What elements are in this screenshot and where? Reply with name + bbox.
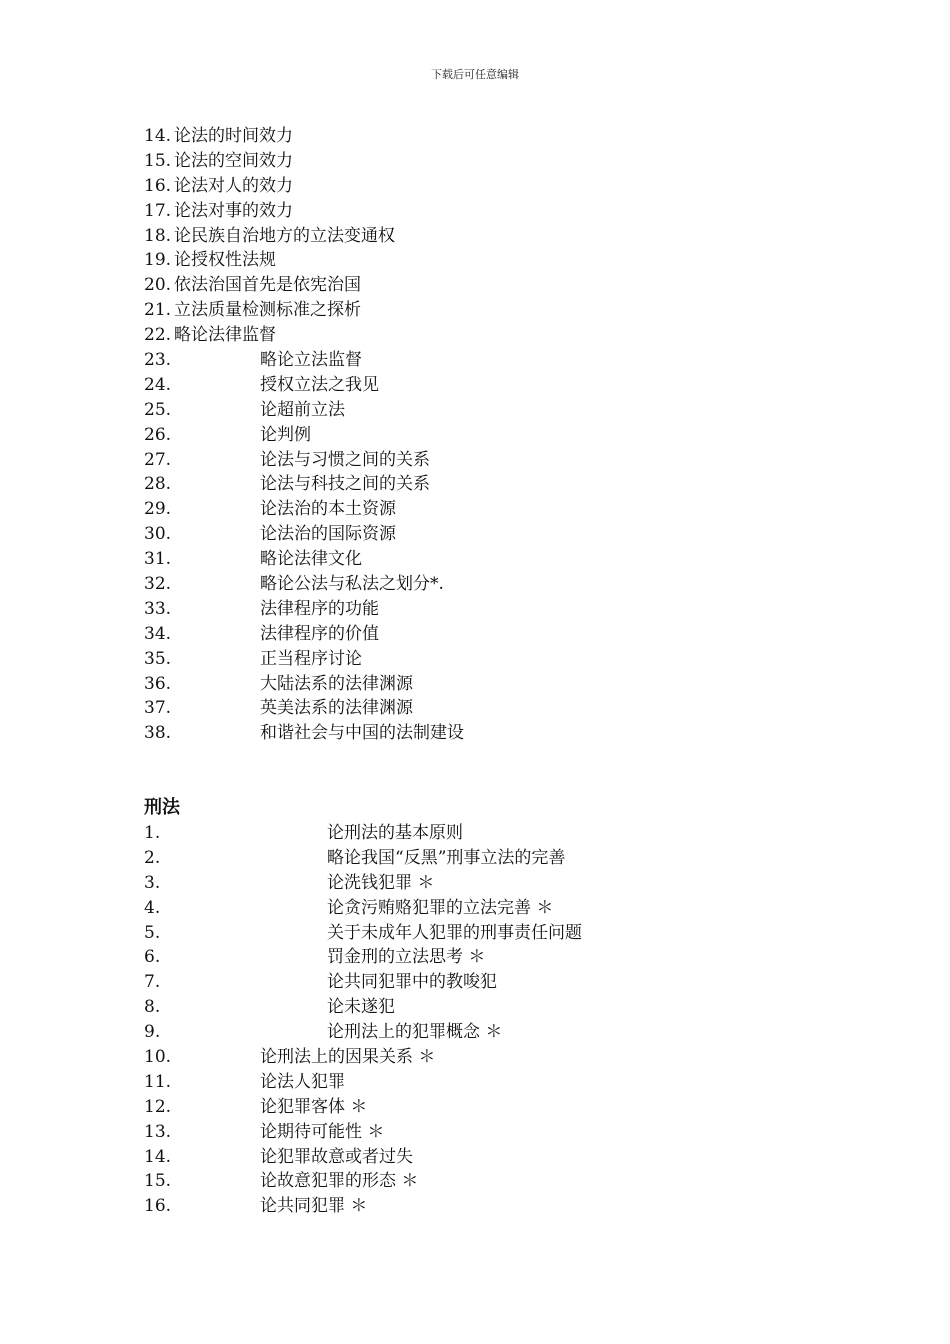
item-title: 论刑法上的犯罪概念 ＊: [327, 1022, 503, 1043]
item-title: 论法与习惯之间的关系: [260, 449, 430, 470]
item-number: 1.: [144, 823, 161, 843]
list-item: [144, 647, 844, 672]
item-number: 24.: [144, 374, 172, 395]
item-number: 4.: [144, 897, 161, 918]
item-title: 论法治的国际资源: [260, 524, 396, 545]
item-number: 29.: [144, 499, 172, 520]
item-number: 5.: [144, 922, 161, 943]
item-title: 大陆法系的法律渊源: [260, 673, 413, 694]
list-item: [144, 970, 844, 995]
item-number: 34.: [144, 623, 172, 644]
list-item: [144, 522, 844, 547]
item-title: 论法的时间效力: [174, 126, 294, 146]
item-number: 13.: [144, 1121, 172, 1142]
item-title: 关于未成年人犯罪的刑事责任问题: [327, 922, 582, 943]
item-title: 论期待可能性 ＊: [260, 1121, 385, 1142]
item-number: 32.: [144, 574, 172, 595]
list-item: [144, 1194, 844, 1219]
item-number: 35.: [144, 648, 172, 669]
item-title: 法律程序的功能: [260, 598, 379, 619]
item-title: 论共同犯罪中的教唆犯: [327, 972, 497, 993]
list-item: [144, 1095, 844, 1120]
item-title: 论法人犯罪: [260, 1071, 345, 1092]
item-title: 论故意犯罪的形态 ＊: [260, 1171, 419, 1192]
page-header: 下载后可任意编辑: [431, 68, 519, 81]
list-item: [144, 721, 844, 746]
item-number: 12.: [144, 1096, 172, 1117]
list-item: [144, 199, 844, 224]
list-item: [144, 448, 844, 473]
item-number: 18.: [144, 225, 172, 246]
item-title: 论法治的本土资源: [260, 499, 396, 520]
item-number: 26.: [144, 424, 172, 445]
item-number: 14.: [144, 126, 172, 146]
list-item: [144, 323, 844, 348]
list-item: [144, 273, 844, 298]
item-number: 15.: [144, 1171, 172, 1192]
list-item: [144, 1045, 844, 1070]
item-number: 36.: [144, 673, 172, 694]
item-number: 14.: [144, 1146, 172, 1167]
item-title: 论法对人的效力: [174, 175, 294, 196]
list-item: [144, 672, 844, 697]
list-item: [144, 248, 844, 273]
item-title: 论超前立法: [260, 399, 345, 420]
item-title: 论洗钱犯罪 ＊: [327, 872, 435, 893]
list-item: [144, 1120, 844, 1145]
item-title: 英美法系的法律渊源: [260, 698, 413, 719]
list-item: [144, 174, 844, 199]
item-title: 略论公法与私法之划分*.: [260, 574, 444, 595]
list-item: [144, 398, 844, 423]
item-number: 15.: [144, 150, 172, 171]
list-item: [144, 896, 844, 921]
list-item: [144, 696, 844, 721]
item-title: 论犯罪故意或者过失: [260, 1146, 413, 1167]
item-title: 论法与科技之间的关系: [260, 474, 430, 495]
item-number: 38.: [144, 723, 172, 744]
item-title: 和谐社会与中国的法制建设: [260, 723, 464, 744]
topic-list-general: [144, 124, 844, 746]
item-number: 16.: [144, 175, 172, 196]
list-item: [144, 597, 844, 622]
item-number: 8.: [144, 997, 161, 1018]
list-item: [144, 472, 844, 497]
list-item: [144, 124, 844, 149]
list-item: [144, 547, 844, 572]
item-title: 论贪污贿赂犯罪的立法完善 ＊: [327, 897, 554, 918]
item-number: 9.: [144, 1022, 161, 1043]
item-number: 21.: [144, 300, 172, 321]
item-title: 论犯罪客体 ＊: [260, 1096, 368, 1117]
item-number: 33.: [144, 598, 172, 619]
item-title: 略论立法监督: [260, 350, 362, 371]
item-title: 法律程序的价值: [260, 623, 379, 644]
section-title-criminal-law: 刑法: [144, 797, 180, 818]
list-item: [144, 224, 844, 249]
item-title: 略论法律文化: [260, 549, 362, 570]
item-number: 16.: [144, 1196, 172, 1217]
item-title: 论判例: [260, 424, 311, 445]
list-item: [144, 1020, 844, 1045]
item-title: 论未遂犯: [327, 997, 395, 1018]
item-number: 19.: [144, 250, 172, 271]
item-number: 20.: [144, 275, 172, 296]
list-item: [144, 622, 844, 647]
item-title: 正当程序讨论: [260, 648, 362, 669]
item-number: 37.: [144, 698, 172, 719]
list-item: [144, 298, 844, 323]
item-title: 论法对事的效力: [174, 200, 294, 221]
item-title: 论民族自治地方的立法变通权: [174, 225, 396, 246]
item-number: 10.: [144, 1047, 172, 1068]
item-number: 17.: [144, 200, 172, 221]
list-item: [144, 846, 844, 871]
item-number: 28.: [144, 474, 172, 495]
list-item: [144, 348, 844, 373]
list-item: [144, 423, 844, 448]
list-item: [144, 1145, 844, 1170]
topic-list-criminal-law: [144, 821, 844, 1219]
item-number: 25.: [144, 399, 172, 420]
item-title: 论法的空间效力: [174, 150, 294, 171]
item-number: 30.: [144, 524, 172, 545]
list-item: [144, 945, 844, 970]
list-item: [144, 373, 844, 398]
item-title: 论共同犯罪 ＊: [260, 1196, 368, 1217]
item-title: 论刑法上的因果关系 ＊: [260, 1047, 436, 1068]
list-item: [144, 1070, 844, 1095]
item-title: 略论法律监督: [174, 325, 277, 346]
item-number: 23.: [144, 350, 172, 371]
list-item: [144, 995, 844, 1020]
item-title: 略论我国“反黑”刑事立法的完善: [327, 847, 566, 868]
item-title: 立法质量检测标准之探析: [174, 300, 362, 321]
item-number: 11.: [144, 1071, 172, 1092]
item-title: 授权立法之我见: [260, 374, 379, 395]
list-item: [144, 497, 844, 522]
item-title: 依法治国首先是依宪治国: [174, 275, 362, 296]
list-item: [144, 1169, 844, 1194]
item-number: 6.: [144, 947, 161, 968]
list-item: [144, 871, 844, 896]
list-item: [144, 821, 844, 846]
item-number: 3.: [144, 872, 161, 893]
item-number: 27.: [144, 449, 172, 470]
item-number: 2.: [144, 847, 161, 868]
item-number: 22.: [144, 325, 172, 346]
item-number: 31.: [144, 549, 172, 570]
item-title: 论刑法的基本原则: [327, 823, 463, 843]
item-number: 7.: [144, 972, 161, 993]
item-title: 论授权性法规: [174, 250, 277, 271]
list-item: [144, 149, 844, 174]
item-title: 罚金刑的立法思考 ＊: [327, 947, 486, 968]
list-item: [144, 921, 844, 946]
list-item: [144, 572, 844, 597]
